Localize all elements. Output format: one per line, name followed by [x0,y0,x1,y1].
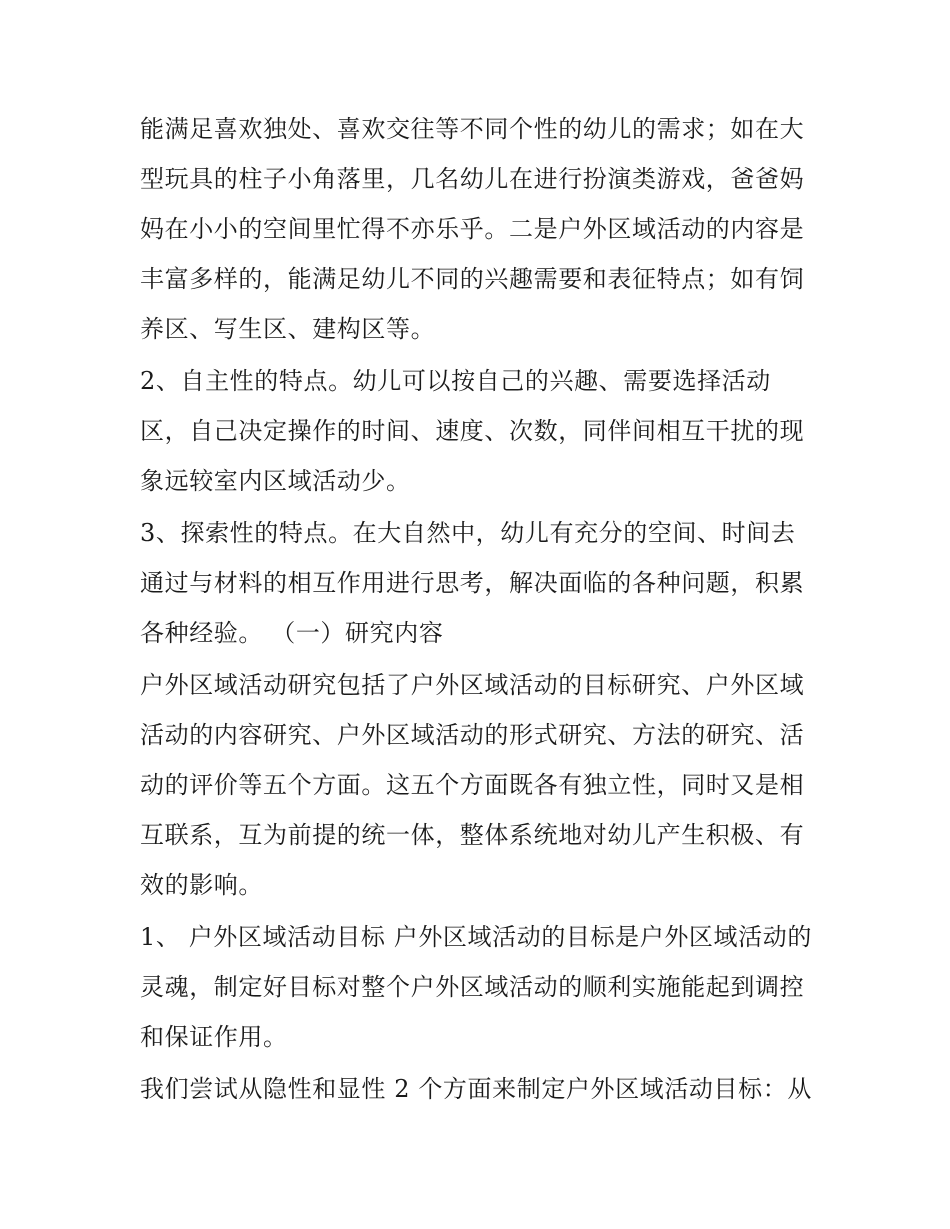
text-line: 灵魂，制定好目标对整个户外区域活动的顺利实施能起到调控 [140,973,805,1001]
text-line: 区，自己决定操作的时间、速度、次数，同伴间相互干扰的现 [140,417,805,445]
text-line: 丰富多样的，能满足幼儿不同的兴趣需要和表征特点；如有饲 [140,265,805,293]
text-line: 型玩具的柱子小角落里，几名幼儿在进行扮演类游戏，爸爸妈 [140,165,805,193]
text-line: 能满足喜欢独处、喜欢交往等不同个性的幼儿的需求；如在大 [140,115,805,143]
text-line: 养区、写生区、建构区等。 [140,315,436,343]
text-line: 和保证作用。 [140,1023,288,1051]
text-line: 活动的内容研究、户外区域活动的形式研究、方法的研究、活 [140,721,805,749]
text-line: 象远较室内区域活动少。 [140,467,411,495]
text-line: 效的影响。 [140,871,263,899]
text-line: 户外区域活动研究包括了户外区域活动的目标研究、户外区域 [140,671,805,699]
text-line: 妈在小小的空间里忙得不亦乐乎。二是户外区域活动的内容是 [140,215,805,243]
text-line: 3、探索性的特点。在大自然中，幼儿有充分的空间、时间去 [140,519,796,547]
text-line: 2、自主性的特点。幼儿可以按自己的兴趣、需要选择活动 [140,367,771,395]
text-line: 1、 户外区域活动目标 户外区域活动的目标是户外区域活动的 [140,923,812,951]
text-line: 我们尝试从隐性和显性 2 个方面来制定户外区域活动目标：从 [140,1075,812,1103]
text-line: 各种经验。 （一）研究内容 [140,619,444,647]
text-line: 通过与材料的相互作用进行思考，解决面临的各种问题，积累 [140,569,805,597]
text-line: 互联系，互为前提的统一体，整体系统地对幼儿产生积极、有 [140,821,805,849]
text-line: 动的评价等五个方面。这五个方面既各有独立性，同时又是相 [140,771,805,799]
